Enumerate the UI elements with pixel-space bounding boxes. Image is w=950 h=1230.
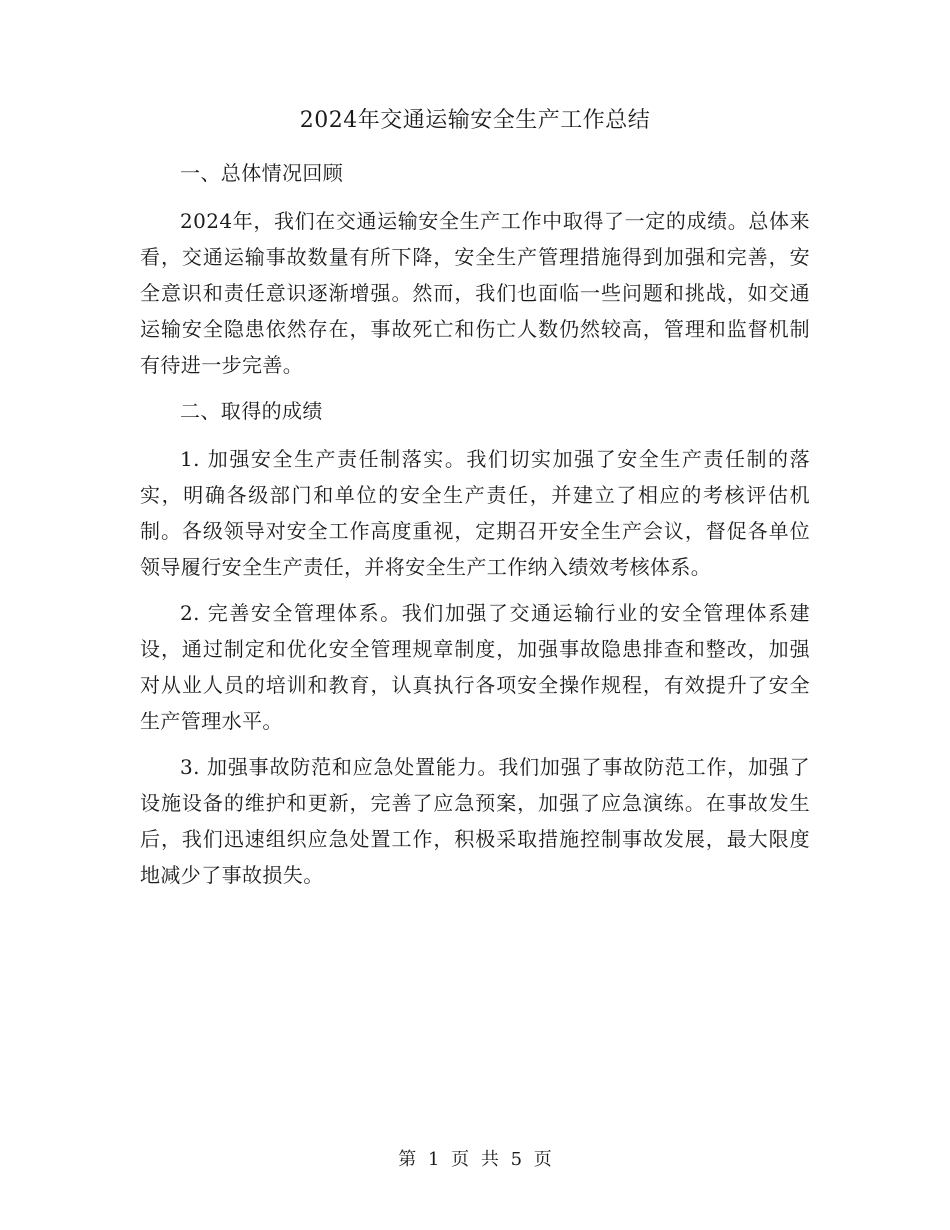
section-heading-achievements: 二、取得的成绩 — [180, 399, 323, 423]
document-title: 2024年交通运输安全生产工作总结 — [299, 108, 651, 133]
paragraph-overview: 2024年，我们在交通运输安全生产工作中取得了一定的成绩。总体来看，交通运输事故数量有所下降，安全生产管理措施得到加强和完善，安全意识和责任意识逐渐增强。然而，我们也面临一些问题和挑战，如交通运输安全隐患依然存在，事故死亡和伤亡人数仍然较高，管理和监督机制有待进一步完善。 — [140, 209, 810, 377]
paragraph-achievement-3: 3. 加强事故防范和应急处置能力。我们加强了事故防范工作，加强了设施设备的维护和更新，完善了应急预案，加强了应急演练。在事故发生后，我们迅速组织应急处置工作，积极采取措施控制事故发展，最大限度地减少了事故损失。 — [140, 755, 810, 887]
section-heading-overview: 一、总体情况回顾 — [180, 161, 344, 185]
paragraph-achievement-2: 2. 完善安全管理体系。我们加强了交通运输行业的安全管理体系建设，通过制定和优化安全管理规章制度，加强事故隐患排查和整改，加强对从业人员的培训和教育，认真执行各项安全操作规程，有效提升了安全生产管理水平。 — [140, 601, 810, 733]
page-number-footer: 第 1 页 共 5 页 — [398, 1149, 552, 1170]
paragraph-achievement-1: 1. 加强安全生产责任制落实。我们切实加强了安全生产责任制的落实，明确各级部门和单位的安全生产责任，并建立了相应的考核评估机制。各级领导对安全工作高度重视，定期召开安全生产会议，督促各单位领导履行安全生产责任，并将安全生产工作纳入绩效考核体系。 — [140, 447, 810, 579]
document-body — [140, 155, 810, 903]
